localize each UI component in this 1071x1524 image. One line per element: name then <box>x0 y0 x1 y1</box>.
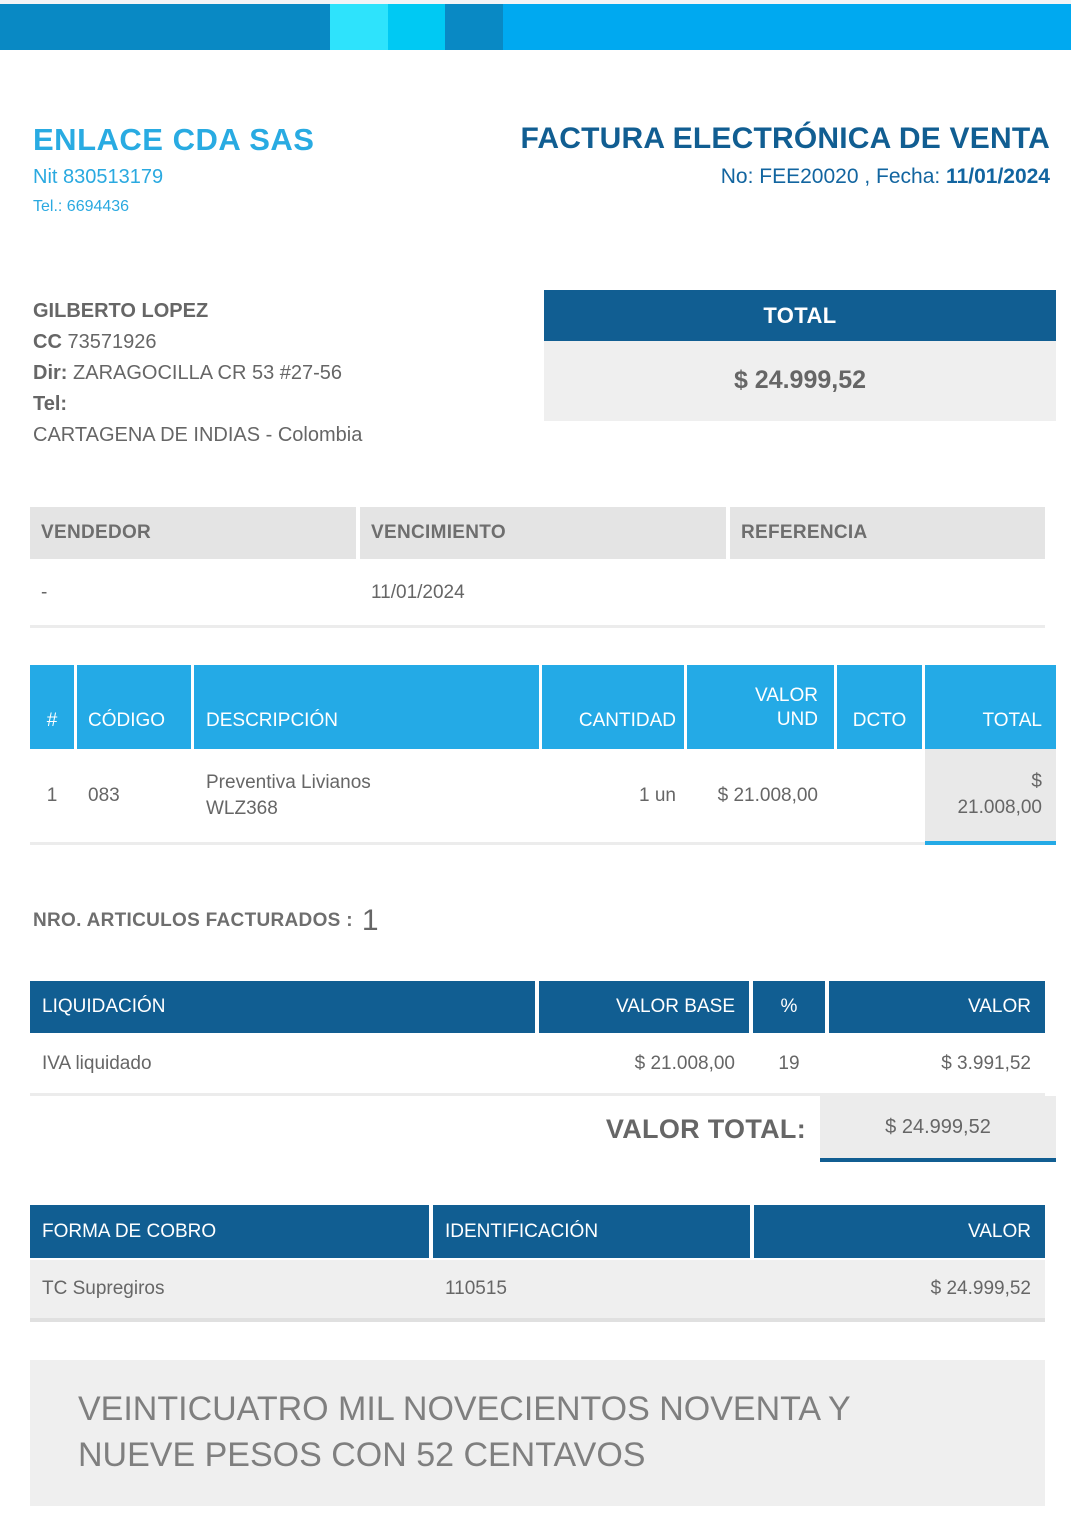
item-row <box>30 749 1056 845</box>
valor-total-label: VALOR TOTAL: <box>605 1113 806 1144</box>
items-header-codigo: CÓDIGO <box>77 665 191 749</box>
items-header-num: # <box>30 665 74 749</box>
item-description-cell <box>194 749 539 842</box>
pay-identification: 110515 <box>445 1278 507 1299</box>
amount-in-words-block <box>30 1360 1045 1506</box>
top-bar-segment-4 <box>445 4 503 50</box>
customer-and-total <box>30 296 1056 451</box>
invoice-date: 11/01/2024 <box>946 165 1050 188</box>
liq-header-valor-base: VALOR BASE <box>539 981 749 1033</box>
decorative-top-bar <box>0 4 1071 50</box>
company-name: ENLACE CDA SAS <box>33 122 315 157</box>
items-header-dcto: DCTO <box>837 665 922 749</box>
customer-phone: Tel: <box>33 393 68 415</box>
item-unit-value: $ 21.008,00 <box>717 784 818 806</box>
customer-block <box>33 296 362 451</box>
invoice-title-block <box>521 122 1057 216</box>
liquidation-row <box>30 1033 1045 1096</box>
customer-name: GILBERTO LOPEZ <box>33 300 209 322</box>
payment-table <box>30 1205 1045 1322</box>
pay-valor: $ 24.999,52 <box>930 1278 1031 1299</box>
info-table <box>30 507 1045 628</box>
liq-header-percent: % <box>753 981 825 1033</box>
info-value-vendedor: - <box>41 582 48 603</box>
customer-address: Dir: ZARAGOCILLA CR 53 #27-56 <box>33 362 343 384</box>
pay-header-valor: VALOR <box>754 1205 1045 1258</box>
invoice-content <box>0 122 1056 1506</box>
articles-count-label: NRO. ARTICULOS FACTURADOS : <box>33 910 353 931</box>
liquidation-table-header <box>30 981 1045 1033</box>
customer-cc: CC 73571926 <box>33 331 157 353</box>
item-description: Preventiva Livianos WLZ368 <box>206 771 371 819</box>
items-table-header <box>30 665 1056 749</box>
items-table <box>30 665 1056 845</box>
items-header-cantidad: CANTIDAD <box>542 665 684 749</box>
liq-header-liquidacion: LIQUIDACIÓN <box>30 981 535 1033</box>
payment-row <box>30 1260 1045 1322</box>
liq-valor: $ 3.991,52 <box>941 1053 1031 1074</box>
articles-count-value: 1 <box>361 904 379 937</box>
items-header-total: TOTAL <box>925 665 1056 749</box>
valor-total-value: $ 24.999,52 <box>820 1096 1056 1162</box>
top-bar-segment-2 <box>330 4 388 50</box>
info-value-referencia <box>730 559 1045 625</box>
payment-table-header <box>30 1205 1045 1258</box>
item-total: $ 21.008,00 <box>957 771 1042 818</box>
valor-total-row <box>30 1096 1056 1162</box>
customer-city: CARTAGENA DE INDIAS - Colombia <box>33 424 363 446</box>
pay-header-identificacion: IDENTIFICACIÓN <box>433 1205 750 1258</box>
articles-count-line <box>30 903 1056 939</box>
top-bar-segment-5 <box>503 4 1071 50</box>
invoice-number-date <box>521 165 1051 189</box>
top-bar-segment-3 <box>388 4 445 50</box>
item-total-cell <box>925 749 1056 845</box>
total-box <box>544 290 1056 451</box>
item-dcto <box>837 749 922 842</box>
company-nit: Nit 830513179 <box>33 166 164 188</box>
item-num: 1 <box>46 784 58 806</box>
item-code: 083 <box>88 784 120 806</box>
pay-method: TC Supregiros <box>42 1278 165 1299</box>
liq-header-valor: VALOR <box>829 981 1045 1033</box>
info-value-vencimiento: 11/01/2024 <box>371 582 465 603</box>
liq-valor-base: $ 21.008,00 <box>634 1053 735 1074</box>
total-box-header: TOTAL <box>544 290 1056 341</box>
items-header-descripcion: DESCRIPCIÓN <box>194 665 539 749</box>
invoice-title: FACTURA ELECTRÓNICA DE VENTA <box>520 122 1050 155</box>
total-box-value: $ 24.999,52 <box>544 341 1056 421</box>
liq-concept: IVA liquidado <box>42 1053 152 1074</box>
info-header-referencia: REFERENCIA <box>730 507 1045 559</box>
invoice-number: No: FEE20020 , Fecha: <box>720 165 947 188</box>
liquidation-table <box>30 981 1045 1162</box>
info-table-header <box>30 507 1045 559</box>
amount-in-words: VEINTICUATRO MIL NOVECIENTOS NOVENTA Y NUEVE PESOS CON 52 CENTAVOS <box>78 1390 851 1474</box>
info-table-row <box>30 559 1045 628</box>
items-header-valor-und: VALOR UND <box>687 665 834 749</box>
pay-header-forma-de-cobro: FORMA DE COBRO <box>30 1205 429 1258</box>
item-quantity: 1 un <box>639 784 676 806</box>
info-header-vencimiento: VENCIMIENTO <box>360 507 726 559</box>
liq-percent: 19 <box>778 1053 800 1074</box>
company-phone: Tel.: 6694436 <box>33 198 130 215</box>
invoice-header <box>30 122 1056 216</box>
info-header-vendedor: VENDEDOR <box>30 507 356 559</box>
company-block <box>33 122 314 216</box>
top-bar-segment-1 <box>0 4 330 50</box>
